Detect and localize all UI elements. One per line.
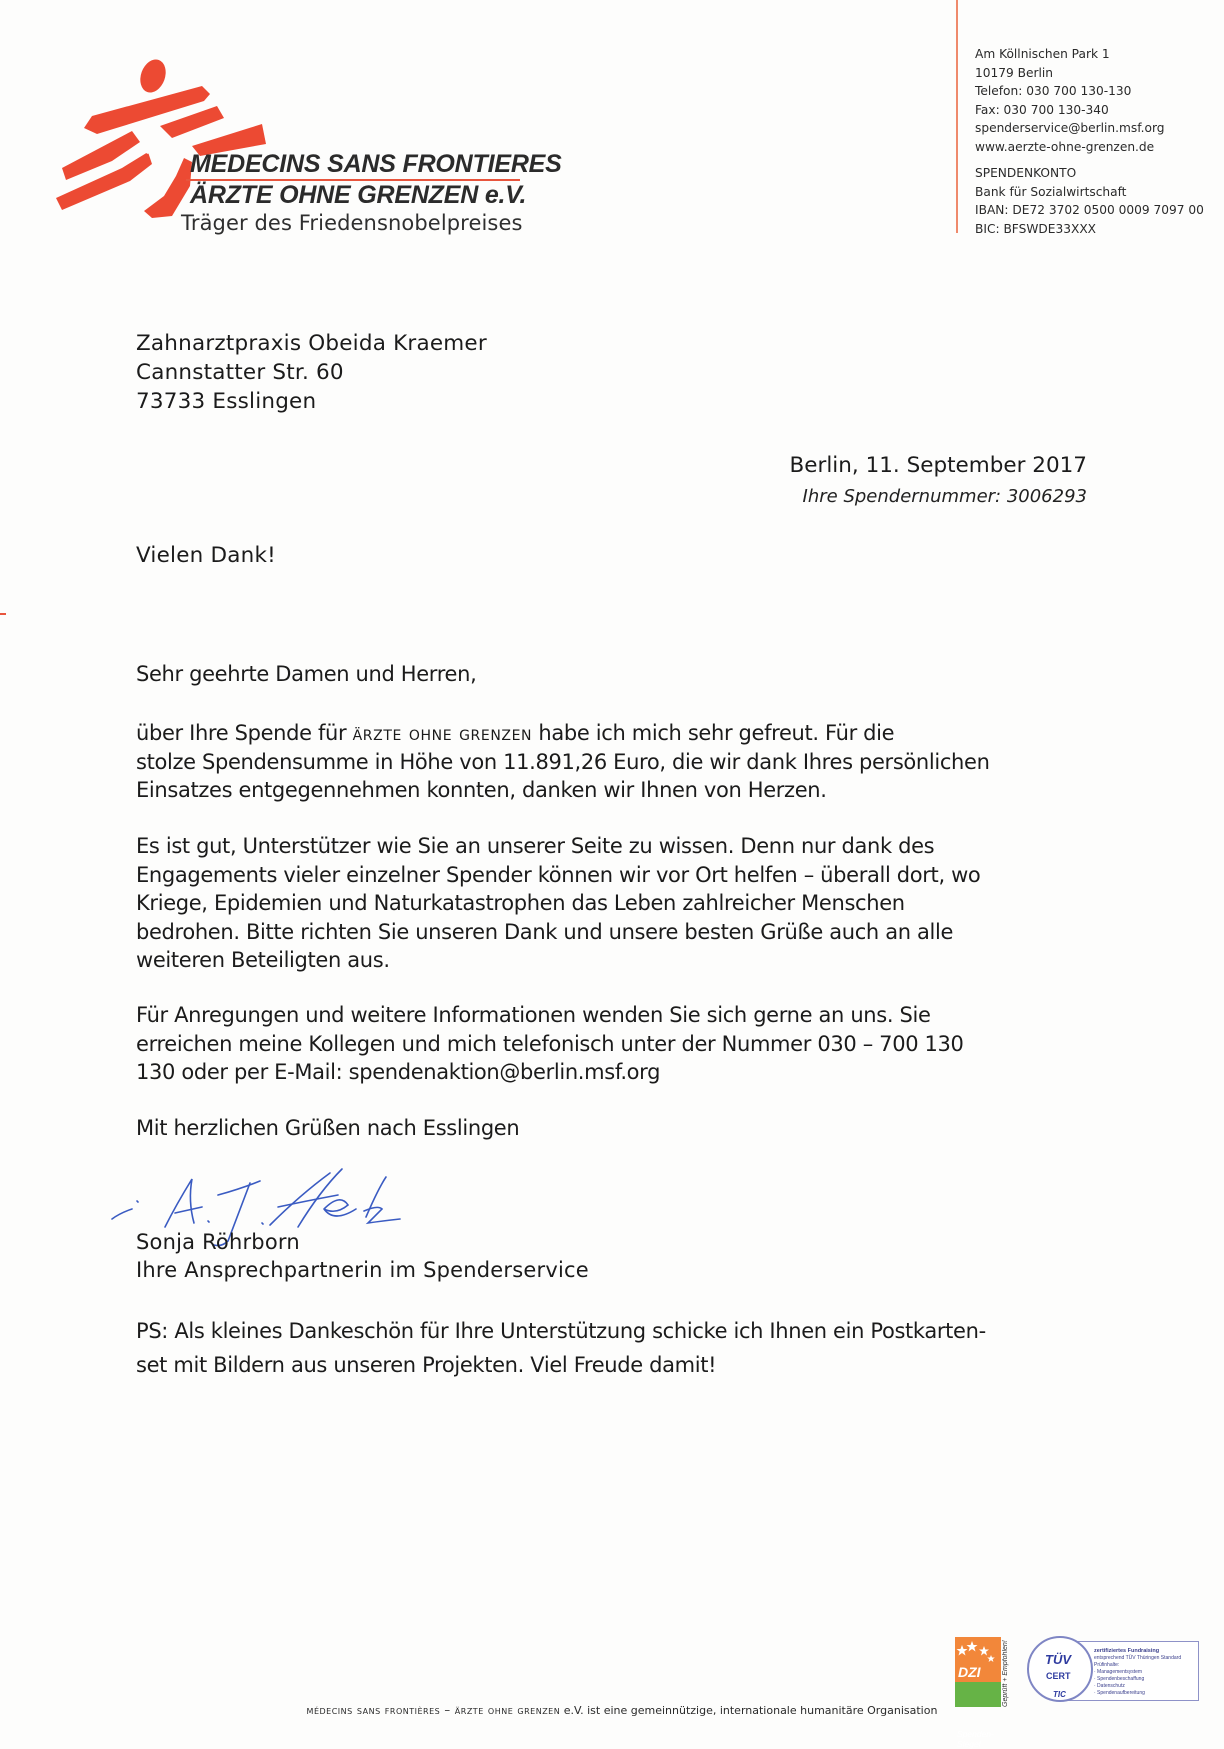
tuv-tic-label: TIC — [1053, 1690, 1066, 1699]
dzi-sub-label: Spenden-Siegel — [957, 1729, 994, 1749]
salutation: Sehr geehrte Damen und Herren, — [136, 662, 477, 686]
closing: Mit herzlichen Grüßen nach Esslingen — [136, 1116, 520, 1140]
paragraph-1-line: Einsatzes entgegennehmen konnten, danken wir Ihnen von Herzen. — [136, 778, 827, 802]
text-span: über Ihre Spende für — [136, 721, 353, 745]
dzi-seal-top — [955, 1637, 1001, 1682]
tuv-info-line: · Spendenaufbereitung — [1094, 1690, 1145, 1696]
signer-name: Sonja Röhrborn — [136, 1230, 300, 1254]
letter-subject: Vielen Dank! — [136, 543, 276, 568]
tuv-info-line: · Managementsystem — [1094, 1669, 1143, 1675]
recipient-city: 73733 Esslingen — [136, 389, 317, 414]
org-name-fr: MEDECINS SANS FRONTIERES — [190, 150, 562, 178]
paragraph-2-line: Es ist gut, Unterstützer wie Sie an unserer Seite zu wissen. Denn nur dank des — [136, 834, 935, 858]
paragraph-1-line: stolze Spendensumme in Höhe von 11.891,26 Euro, die wir dank Ihres persönlichen — [136, 749, 990, 774]
contact-email-inline[interactable]: 130 oder per E-Mail: spendenaktion@berlin.msf.org — [136, 1060, 661, 1084]
tuv-cert-label: CERT — [1046, 1671, 1071, 1681]
paragraph-3-line: Für Anregungen und weitere Informationen wenden Sie sich gerne an uns. Sie — [136, 1003, 931, 1027]
contact-city: 10179 Berlin — [975, 65, 1054, 80]
dzi-side-label: Geprüft + Empfohlen! — [1002, 1640, 1009, 1707]
tuv-certification-seal — [1025, 1636, 1200, 1704]
recipient-street: Cannstatter Str. 60 — [136, 360, 344, 385]
recipient-name: Zahnarztpraxis Obeida Kraemer — [136, 331, 487, 356]
contact-email[interactable]: spenderservice@berlin.msf.org — [975, 121, 1165, 135]
tuv-mark: TÜV — [1045, 1652, 1071, 1667]
paragraph-2-line: weiteren Beteiligten aus. — [136, 948, 390, 972]
tuv-info-line: · Datenschutz — [1094, 1683, 1125, 1689]
contact-block — [975, 45, 1165, 156]
paragraph-2-line: Kriege, Epidemien und Naturkatastrophen das Leben zahlreicher Menschen — [136, 891, 905, 915]
dzi-label: DZI — [958, 1664, 981, 1680]
contact-phone: Telefon: 030 700 130-130 — [975, 84, 1132, 98]
footer — [0, 1703, 1224, 1717]
paragraph-2 — [136, 832, 980, 975]
footer-text: e.V. ist eine gemeinnützige, internationale humanitäre Organisation — [560, 1704, 938, 1717]
signer-title: Ihre Ansprechpartnerin im Spenderservice — [136, 1258, 589, 1282]
paragraph-3-line — [136, 1058, 964, 1087]
org-name-inline: ärzte ohne grenzen — [352, 721, 533, 745]
donor-number: Ihre Spendernummer: 3006293 — [802, 486, 1087, 507]
contact-address: Am Köllnischen Park 1 — [975, 47, 1110, 61]
bank-heading: SPENDENKONTO — [975, 166, 1077, 180]
fold-mark — [0, 613, 6, 615]
tuv-info-line: zertifiziertes Fundraising — [1094, 1648, 1160, 1654]
paragraph-1-line — [136, 719, 990, 748]
dzi-seal — [955, 1637, 1013, 1749]
paragraph-3 — [136, 1001, 964, 1087]
bank-iban: IBAN: DE72 3702 0500 0009 7097 00 — [975, 203, 1204, 217]
bank-block — [975, 164, 1204, 238]
contact-website[interactable]: www.aerzte-ohne-grenzen.de — [975, 139, 1155, 154]
tuv-info-text — [1094, 1648, 1181, 1697]
paragraph-1 — [136, 719, 990, 805]
header-divider — [956, 0, 958, 233]
paragraph-2-line: Engagements vieler einzelner Spender können wir vor Ort helfen – überall dort, wo — [136, 862, 981, 887]
postscript-line: set mit Bildern aus unseren Projekten. Viel Freude damit! — [136, 1353, 717, 1377]
star-icon — [955, 1637, 1001, 1667]
paragraph-2-line: bedrohen. Bitte richten Sie unseren Dank und unsere besten Grüße auch an alle — [136, 919, 954, 944]
text-span: habe ich mich sehr gefreut. Für die — [532, 721, 895, 745]
bank-name: Bank für Sozialwirtschaft — [975, 184, 1127, 199]
tuv-info-line: entsprechend TÜV Thüringen Standard — [1094, 1655, 1182, 1661]
letter-date: Berlin, 11. September 2017 — [789, 453, 1087, 478]
paragraph-3-line: erreichen meine Kollegen und mich telefonisch unter der Nummer 030 – 700 130 — [136, 1031, 964, 1056]
tuv-info-line: · Spendenbeschaffung — [1094, 1676, 1145, 1682]
tuv-circle-icon — [1027, 1636, 1093, 1702]
footer-org: médecins sans frontières – ärzte ohne grenzen — [306, 1703, 561, 1717]
contact-fax: Fax: 030 700 130-340 — [975, 102, 1109, 117]
org-tagline: Träger des Friedensnobelpreises — [181, 211, 523, 235]
postscript — [136, 1314, 986, 1382]
tuv-info-line: Prüfinhalte: — [1094, 1662, 1120, 1668]
org-name-de: ÄRZTE OHNE GRENZEN e.V. — [190, 181, 527, 209]
bank-bic: BIC: BFSWDE33XXX — [975, 221, 1097, 236]
postscript-line: PS: Als kleines Dankeschön für Ihre Unterstützung schicke ich Ihnen ein Postkarten- — [136, 1319, 986, 1343]
